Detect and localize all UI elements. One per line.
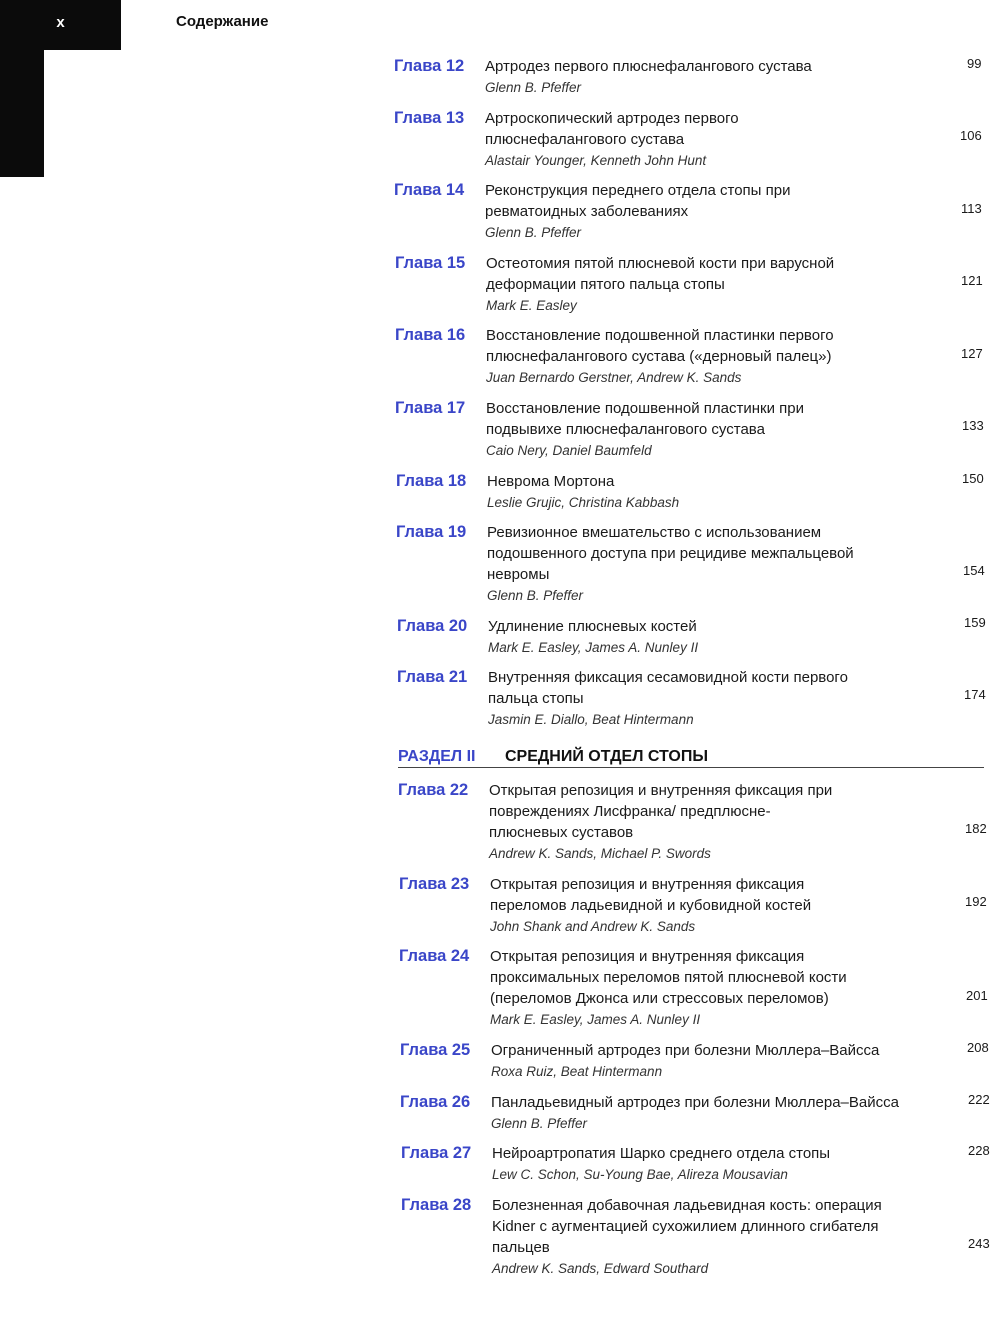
chapter-page: 222 (968, 1092, 990, 1107)
chapter-title: Восстановление подошвенной пластинки при подвывихе плюснефалангового сустава (486, 400, 804, 438)
chapter-number: Глава 14 (394, 181, 465, 199)
chapter-title: Ограниченный артродез при болезни Мюллера–Вайсса (491, 1042, 880, 1059)
chapter-authors: Roxa Ruiz, Beat Hintermann (491, 1064, 663, 1079)
chapter-title-block (488, 616, 938, 658)
chapter-authors: Glenn B. Pfeffer (485, 80, 582, 95)
section-label: РАЗДЕЛ II (398, 748, 476, 765)
chapter-authors: Glenn B. Pfeffer (485, 225, 582, 240)
chapter-title-block (486, 325, 866, 388)
chapter-authors: Caio Nery, Daniel Baumfeld (486, 443, 652, 458)
chapter-authors: John Shank and Andrew K. Sands (490, 919, 696, 934)
page-number: x (56, 14, 65, 31)
chapter-authors: Mark E. Easley, James A. Nunley II (490, 1012, 701, 1027)
chapter-title: Удлинение плюсневых костей (488, 618, 697, 635)
chapter-page: 99 (967, 56, 982, 71)
chapter-title-block (492, 1143, 942, 1185)
section-title: СРЕДНИЙ ОТДЕЛ СТОПЫ (505, 748, 708, 765)
chapter-title: Ревизионное вмешательство с использованием подошвенного доступа при рецидиве межпальцевой невромы (487, 524, 854, 583)
chapter-number: Глава 27 (401, 1144, 472, 1162)
chapter-authors: Leslie Grujic, Christina Kabbash (487, 495, 680, 510)
chapter-page: 154 (963, 563, 985, 578)
chapter-number: Глава 28 (401, 1196, 472, 1214)
chapter-page: 127 (961, 346, 983, 361)
chapter-title: Артроскопический артродез первого плюснефалангового сустава (485, 110, 739, 148)
chapter-title-block (490, 874, 850, 937)
chapter-number: Глава 24 (399, 947, 470, 965)
chapter-page: 174 (964, 687, 986, 702)
chapter-title: Реконструкция переднего отдела стопы при ревматоидных заболеваниях (485, 182, 791, 220)
chapter-title-block (487, 471, 937, 513)
chapter-number: Глава 25 (400, 1041, 471, 1059)
chapter-title: Остеотомия пятой плюсневой кости при варусной деформации пятого пальца стопы (486, 255, 835, 293)
chapter-title-block (491, 1092, 951, 1134)
chapter-title-block (485, 180, 825, 243)
chapter-page: 106 (960, 128, 982, 143)
chapter-number: Глава 12 (394, 57, 465, 75)
chapter-number: Глава 20 (397, 617, 468, 635)
chapter-authors: Jasmin E. Diallo, Beat Hintermann (488, 712, 694, 727)
chapter-authors: Mark E. Easley (486, 298, 577, 313)
chapter-number: Глава 26 (400, 1093, 471, 1111)
chapter-number: Глава 22 (398, 781, 469, 799)
chapter-number: Глава 15 (395, 254, 466, 272)
chapter-title: Восстановление подошвенной пластинки первого плюснефалангового сустава («дерновый палец») (486, 327, 834, 365)
chapter-page: 192 (965, 894, 987, 909)
chapter-authors: Mark E. Easley, James A. Nunley II (488, 640, 699, 655)
chapter-page: 182 (965, 821, 987, 836)
chapter-authors: Alastair Younger, Kenneth John Hunt (485, 153, 707, 168)
chapter-number: Глава 17 (395, 399, 466, 417)
chapter-page: 201 (966, 988, 988, 1003)
chapter-title-block (485, 108, 785, 171)
chapter-title: Неврома Мортона (487, 473, 615, 490)
chapter-number: Глава 23 (399, 875, 470, 893)
chapter-authors: Andrew K. Sands, Edward Southard (492, 1261, 709, 1276)
section-divider (398, 767, 984, 768)
chapter-page: 150 (962, 471, 984, 486)
chapter-page: 113 (961, 201, 982, 216)
chapter-authors: Glenn B. Pfeffer (487, 588, 584, 603)
chapter-title-block (488, 667, 888, 730)
chapter-title-block (489, 780, 834, 864)
chapter-number: Глава 19 (396, 523, 467, 541)
running-head: Содержание (176, 13, 269, 30)
chapter-authors: Glenn B. Pfeffer (491, 1116, 588, 1131)
chapter-title: Открытая репозиция и внутренняя фиксация при повреждениях Лисфранка/ предплюсне-плюсневых суставов (489, 782, 833, 841)
chapter-title: Нейроартропатия Шарко среднего отдела стопы (492, 1145, 831, 1162)
chapter-title-block (491, 1040, 941, 1082)
chapter-title-block (492, 1195, 917, 1279)
chapter-title: Внутренняя фиксация сесамовидной кости первого пальца стопы (488, 669, 848, 707)
chapter-number: Глава 21 (397, 668, 468, 686)
chapter-page: 159 (964, 615, 986, 630)
chapter-number: Глава 16 (395, 326, 466, 344)
chapter-title-block (486, 398, 836, 461)
chapter-authors: Andrew K. Sands, Michael P. Swords (489, 846, 711, 861)
chapter-page: 208 (967, 1040, 989, 1055)
chapter-title-block (487, 522, 897, 606)
chapter-title: Болезненная добавочная ладьевидная кость: операция Kidner с аугментацией сухожилием длинного сгибателя пальцев (492, 1197, 882, 1256)
chapter-title: Открытая репозиция и внутренняя фиксация переломов ладьевидной и кубовидной костей (490, 876, 812, 914)
chapter-page: 133 (962, 418, 984, 433)
chapter-page: 121 (961, 273, 983, 288)
chapter-authors: Juan Bernardo Gerstner, Andrew K. Sands (486, 370, 742, 385)
chapter-title-block (486, 253, 871, 316)
chapter-page: 243 (968, 1236, 990, 1251)
chapter-title: Артродез первого плюснефалангового сустава (485, 58, 812, 75)
chapter-number: Глава 18 (396, 472, 467, 490)
page-number-tab (0, 0, 121, 50)
chapter-authors: Lew C. Schon, Su-Young Bae, Alireza Mousavian (492, 1167, 788, 1182)
chapter-title: Панладьевидный артродез при болезни Мюллера–Вайсса (491, 1094, 899, 1111)
page-tab-bar (0, 50, 44, 177)
chapter-title: Открытая репозиция и внутренняя фиксация проксимальных переломов пятой плюсневой кости (переломов Джонса или стрессовых переломов) (490, 948, 847, 1007)
chapter-page: 228 (968, 1143, 990, 1158)
chapter-title-block (490, 946, 885, 1030)
chapter-title-block (485, 56, 935, 98)
chapter-number: Глава 13 (394, 109, 465, 127)
